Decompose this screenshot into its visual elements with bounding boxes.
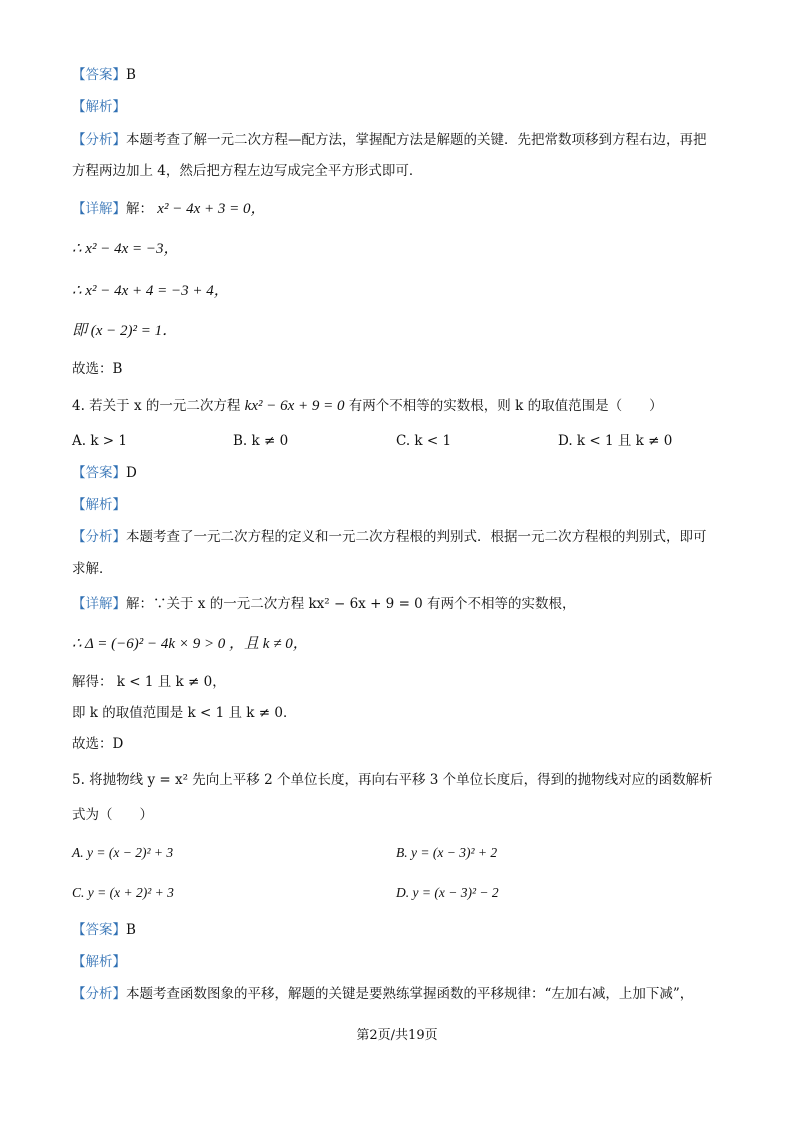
q5-fenxi-line (72, 985, 693, 1003)
q5-option-a: A. y = (x − 2)² + 3 (72, 845, 174, 860)
q5-answer-line (72, 921, 136, 939)
fenxi-tag: 【分析】 (72, 986, 126, 1002)
page-footer: 第2页/共19页 (356, 1028, 438, 1043)
q3-equation: x² − 4x + 3 = 0， (157, 201, 266, 217)
answer-tag: 【答案】 (72, 67, 126, 83)
q4-stem (72, 397, 663, 415)
q3-step3: ∴ x² − 4x + 4 = −3 + 4， (72, 283, 229, 299)
fenxi-tag: 【分析】 (72, 529, 126, 545)
fenxi-tag: 【分析】 (72, 132, 126, 148)
detail-tag: 【详解】 (72, 596, 126, 612)
q3-step2: ∴ x² − 4x = −3， (72, 241, 179, 257)
q4-choose: 故选：D (72, 736, 124, 752)
fenxi-text: 本题考查了解一元二次方程—配方法，掌握配方法是解题的关键．先把常数项移到方程右边，再把 (126, 132, 707, 148)
fenxi-text: 本题考查了一元二次方程的定义和一元二次方程根的判别式．根据一元二次方程根的判别式，即可 (126, 529, 707, 545)
q4-option-b: B. k ≠ 0 (233, 433, 289, 449)
q3-fenxi-line2: 方程两边加上 4，然后把方程左边写成完全平方形式即可． (72, 163, 423, 179)
answer-value: D (126, 465, 137, 481)
q4-fenxi-line2: 求解． (72, 561, 113, 577)
q3-step4: 即 (x − 2)² = 1． (72, 323, 178, 339)
q4-stem-c: 有两个不相等的实数根，则 k 的取值范围是（ ） (344, 398, 663, 414)
q5-analysis-tag: 【解析】 (72, 954, 126, 970)
q3-detail-line (72, 200, 265, 218)
q4-step2: 解得： k < 1 且 k ≠ 0， (72, 674, 226, 690)
detail-text: 解：∵关于 x 的一元二次方程 kx² − 6x + 9 = 0 有两个不相等的实数根， (126, 596, 576, 612)
detail-prefix: 解： (126, 201, 153, 217)
answer-tag: 【答案】 (72, 922, 126, 938)
q4-option-a: A. k > 1 (72, 433, 127, 449)
q5-option-c: C. y = (x + 2)² + 3 (72, 885, 174, 900)
q4-option-c: C. k < 1 (396, 433, 452, 449)
q4-option-d: D. k < 1 且 k ≠ 0 (558, 433, 673, 449)
detail-tag: 【详解】 (72, 201, 126, 217)
q5-stem1: 5. 将抛物线 y = x² 先向上平移 2 个单位长度，再向右平移 3 个单位长度后，得到的抛物线对应的函数解析 (72, 772, 713, 788)
q5-stem2: 式为（ ） (72, 807, 153, 823)
q4-stem-a: 4. 若关于 (72, 398, 134, 414)
fenxi-text: 本题考查函数图象的平移，解题的关键是要熟练掌握函数的平移规律：“左加右减，上加下减”， (126, 986, 694, 1002)
answer-value: B (126, 67, 136, 83)
q4-detail-line (72, 595, 576, 613)
q3-choose: 故选：B (72, 361, 123, 377)
q3-answer-line (72, 66, 136, 84)
q4-step3: 即 k 的取值范围是 k < 1 且 k ≠ 0． (72, 705, 297, 721)
q3-fenxi-line1 (72, 131, 707, 149)
answer-tag: 【答案】 (72, 465, 126, 481)
q3-analysis-tag: 【解析】 (72, 99, 126, 115)
answer-value: B (126, 922, 136, 938)
q4-equation: kx² − 6x + 9 = 0 (244, 398, 345, 414)
q5-option-b: B. y = (x − 3)² + 2 (396, 845, 498, 860)
q5-option-d: D. y = (x − 3)² − 2 (396, 885, 499, 900)
q4-analysis-tag: 【解析】 (72, 497, 126, 513)
q4-step1: ∴ Δ = (−6)² − 4k × 9 > 0 ，且 k ≠ 0， (72, 636, 308, 652)
q4-answer-line (72, 464, 137, 482)
q4-fenxi-line1 (72, 528, 707, 546)
q4-stem-b: x 的一元二次方程 (133, 398, 245, 414)
